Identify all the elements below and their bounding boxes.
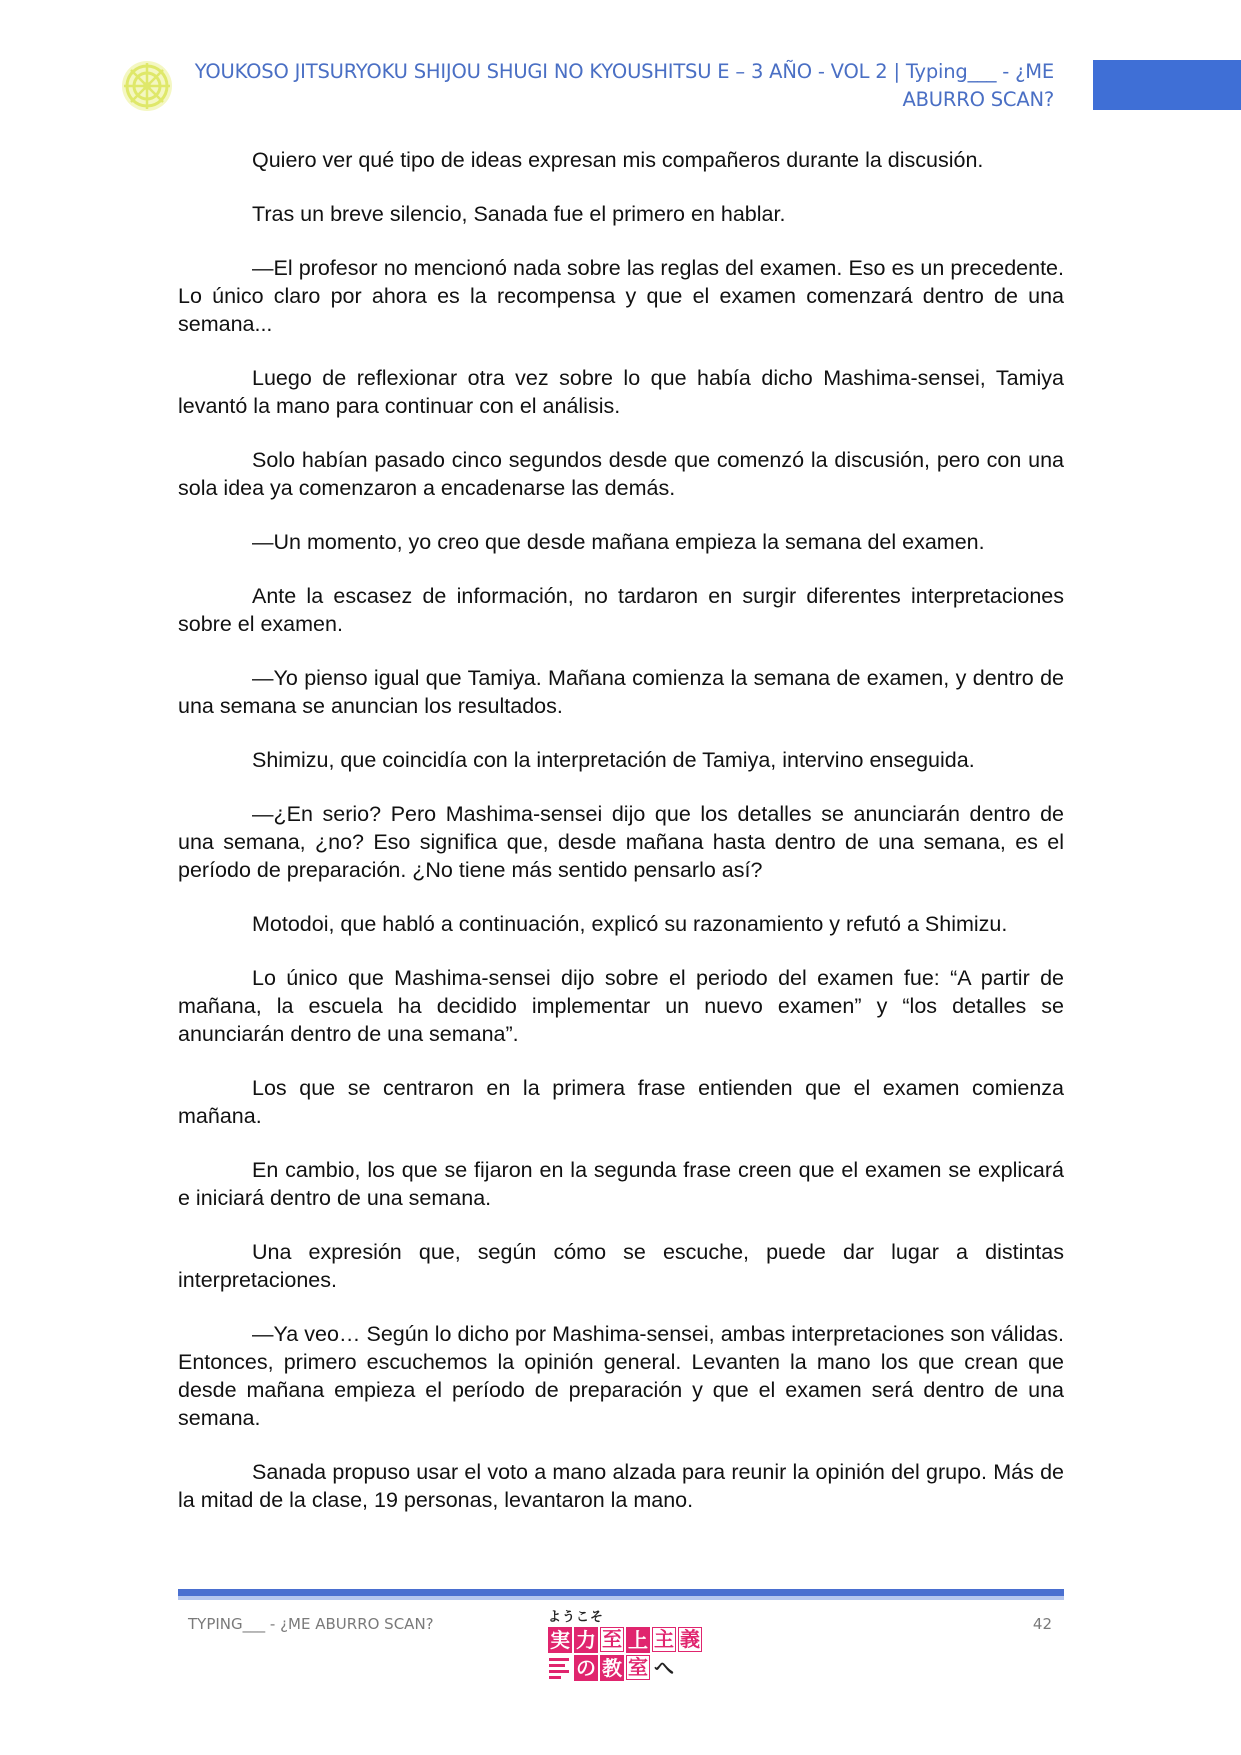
- paragraph: Luego de reflexionar otra vez sobre lo que había dicho Mashima-sensei, Tamiya levantó la mano para continuar con el análisis.: [178, 366, 1064, 418]
- logo-char: 至: [602, 1627, 622, 1651]
- paragraph: —Ya veo… Según lo dicho por Mashima-sensei, ambas interpretaciones son válidas. Entonces, primero escuchemos la opinión general. Levanten la mano los que crean que desde mañana empieza el período de preparación y que el examen será dentro de una semana.: [178, 1322, 1064, 1430]
- logo-char: 室: [628, 1655, 648, 1679]
- header-accent-bar: [1093, 60, 1241, 110]
- logo-char: 実: [550, 1628, 570, 1652]
- logo-top-text: ようこそ: [548, 1610, 605, 1625]
- logo-char: 義: [680, 1627, 700, 1651]
- logo-char: 教: [602, 1656, 622, 1680]
- paragraph: En cambio, los que se fijaron en la segunda frase creen que el examen se explicará e iniciará dentro de una semana.: [178, 1158, 1064, 1210]
- paragraph: Tras un breve silencio, Sanada fue el primero en hablar.: [252, 202, 786, 226]
- footer-credit: TYPING___ - ¿ME ABURRO SCAN?: [188, 1615, 434, 1633]
- paragraph: Motodoi, que habló a continuación, explicó su razonamiento y refutó a Shimizu.: [252, 912, 1008, 936]
- logo-char: 力: [576, 1628, 596, 1652]
- paragraph: Sanada propuso usar el voto a mano alzada para reunir la opinión del grupo. Más de la mitad de la clase, 19 personas, levantaron la mano.: [178, 1460, 1064, 1512]
- paragraph: Shimizu, que coincidía con la interpretación de Tamiya, intervino enseguida.: [252, 748, 975, 772]
- logo-char: 上: [628, 1628, 648, 1652]
- paragraph: —El profesor no mencionó nada sobre las reglas del examen. Eso es un precedente. Lo único claro por ahora es la recompensa y que el examen comenzará dentro de una semana...: [178, 256, 1064, 336]
- paragraph: —¿En serio? Pero Mashima-sensei dijo que los detalles se anunciarán dentro de una semana, ¿no? Eso significa que, desde mañana hasta dentro de una semana, es el período de preparación. ¿No tiene más sentido pensarlo así?: [178, 802, 1064, 882]
- page-body: [178, 146, 1064, 1540]
- paragraph: Una expresión que, según cómo se escuche, puede dar lugar a distintas interpretaciones.: [178, 1240, 1064, 1292]
- ship-wheel-icon: [120, 59, 174, 113]
- paragraph: Quiero ver qué tipo de ideas expresan mis compañeros durante la discusión.: [252, 148, 984, 172]
- paragraph: Los que se centraron en la primera frase entienden que el examen comienza mañana.: [178, 1076, 1064, 1128]
- logo-small-print-icon: [548, 1655, 572, 1681]
- paragraph: —Yo pienso igual que Tamiya. Mañana comienza la semana de examen, y dentro de una semana se anuncian los resultados.: [178, 666, 1064, 718]
- header-title: YOUKOSO JITSURYOKU SHIJOU SHUGI NO KYOUSHITSU E – 3 AÑO - VOL 2 | Typing___ - ¿ME ABURRO SCAN?: [194, 60, 1054, 111]
- paragraph: Lo único que Mashima-sensei dijo sobre el periodo del examen fue: “A partir de mañana, la escuela ha decidido implementar un nuevo examen” y “los detalles se anunciarán dentro de una semana”.: [178, 966, 1064, 1046]
- logo-char: の: [576, 1656, 596, 1680]
- logo-char: 主: [654, 1627, 674, 1651]
- logo-char: へ: [654, 1656, 674, 1680]
- footer-rule: [178, 1589, 1064, 1596]
- paragraph: Solo habían pasado cinco segundos desde que comenzó la discusión, pero con una sola idea ya comenzaron a encadenarse las demás.: [178, 448, 1064, 500]
- page-number: 42: [1032, 1615, 1052, 1633]
- logo-row-2: [548, 1655, 678, 1681]
- paragraph: —Un momento, yo creo que desde mañana empieza la semana del examen.: [252, 530, 985, 554]
- logo-row-1: [548, 1627, 704, 1653]
- footer-rule-light: [178, 1596, 1064, 1600]
- paragraph: Ante la escasez de información, no tardaron en surgir diferentes interpretaciones sobre el examen.: [178, 584, 1064, 636]
